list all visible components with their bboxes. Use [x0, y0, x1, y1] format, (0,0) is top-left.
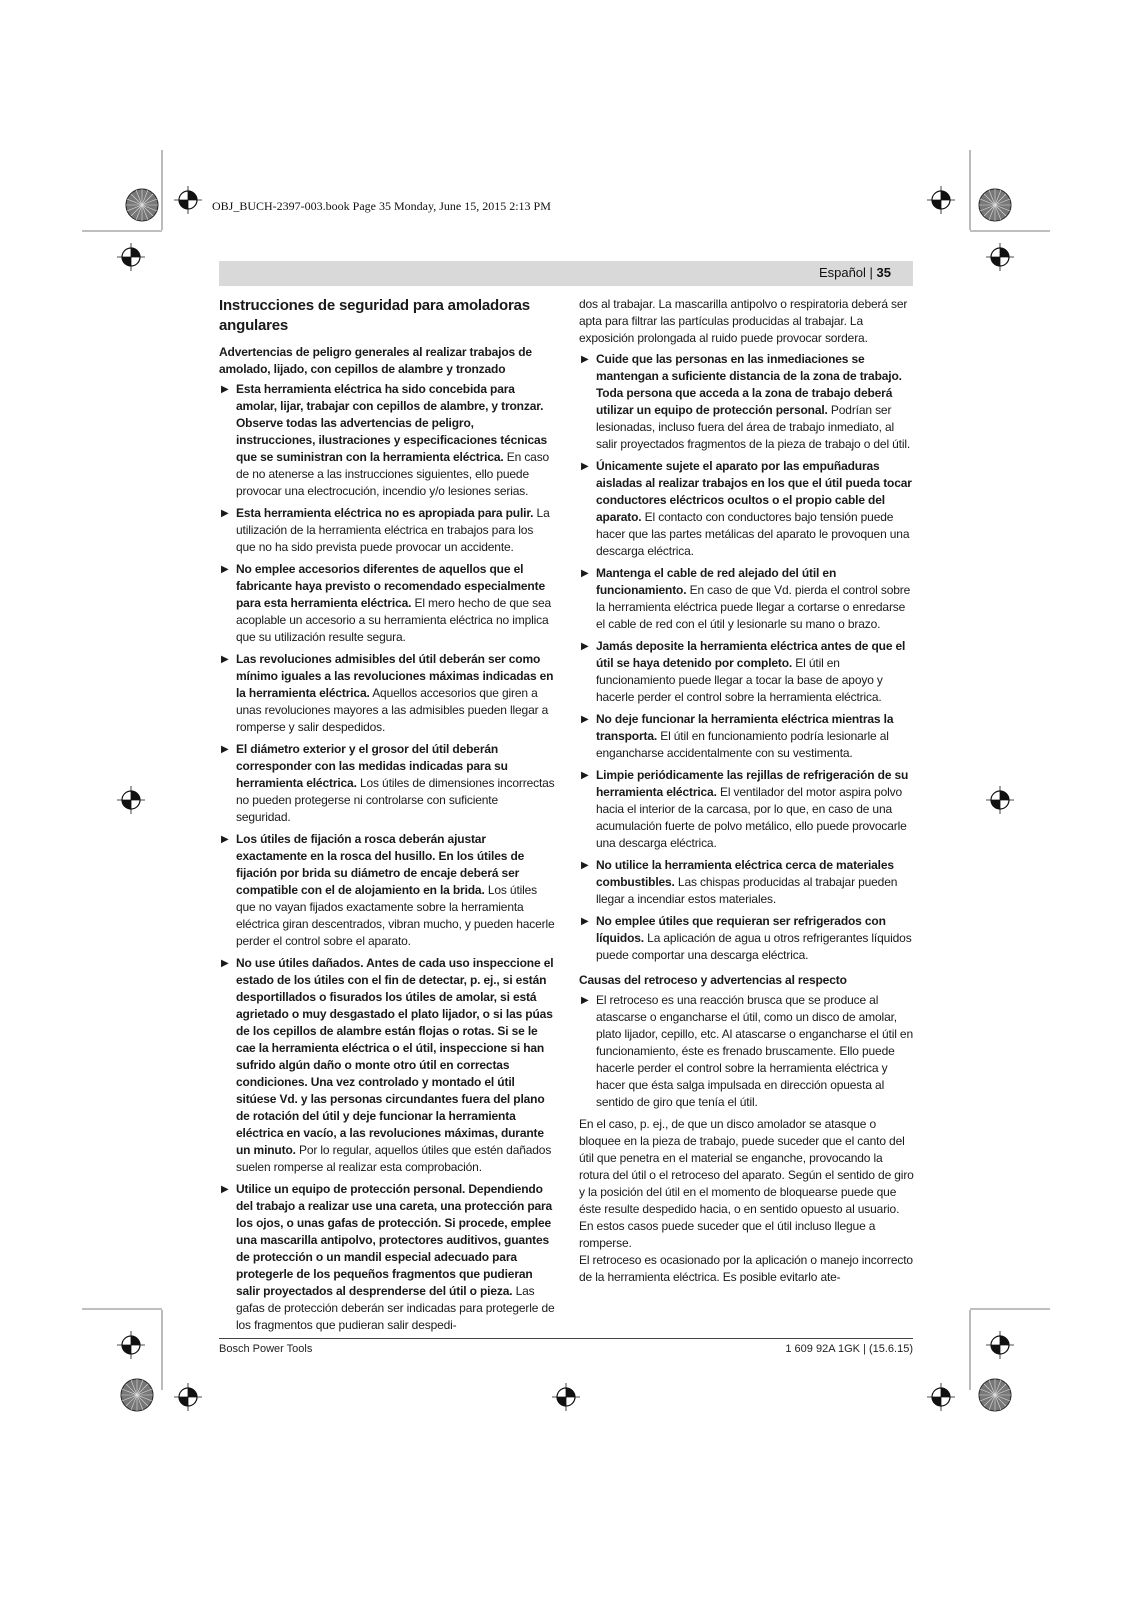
- bullet-arrow-icon: ▶: [581, 461, 589, 472]
- safety-bullet: ▶ Utilice un equipo de protección personal. Dependiendo del trabajo a realizar use una careta, una protección para los ojos, o unas gafas de protección. Si procede, emplee una mascarilla antipolvo, protectores auditivos, guantes de protección o un mandil especial adecuado para protegerle de los pequeños fragmentos que pudieran salir proyectados al desprenderse del útil o pieza. Las gafas de protección deberán ser indicadas para protegerle de los fragmentos que pudieran salir despedi-: [221, 1182, 555, 1332]
- bullet-arrow-icon: ▶: [221, 834, 229, 845]
- section-subtitle: Advertencias de peligro generales al realizar trabajos de amolado, lijado, con cepillos de alambre y tronzado: [219, 345, 532, 376]
- safety-bullet: ▶ El diámetro exterior y el grosor del útil deberán corresponder con las medidas indicadas para su herramienta eléctrica. Los útiles de dimensiones incorrectas no pueden protegerse ni controlarse con suficiente seguridad.: [221, 742, 555, 824]
- header-language: Español: [818, 265, 866, 280]
- bullet-arrow-icon: ▶: [581, 995, 589, 1006]
- bullet-arrow-icon: ▶: [221, 958, 229, 969]
- safety-bullet: ▶ Cuide que las personas en las inmediaciones se mantengan a suficiente distancia de la zona de trabajo. Toda persona que acceda a la zona de trabajo deberá utilizar un equipo de protección personal. Podrían ser lesionadas, incluso fuera del área de trabajo inmediato, al salir proyectados fragmentos de la pieza de trabajo o del útil.: [581, 352, 911, 451]
- footer-rule: [219, 1338, 913, 1339]
- bullet-arrow-icon: ▶: [221, 508, 229, 519]
- footer-brand: Bosch Power Tools: [219, 1343, 313, 1355]
- bullet-arrow-icon: ▶: [581, 770, 589, 781]
- safety-bullet: ▶ Los útiles de fijación a rosca deberán ajustar exactamente en la rosca del husillo. En los útiles de fijación por brida su diámetro de encaje deberá ser compatible con el de alojamiento en la brida. Los útiles que no vayan fijados exactamente sobre la herramienta eléctrica giran descentrados, vibran mucho, y pueden hacerle perder el control sobre el aparato.: [221, 832, 555, 948]
- kickback-paragraph: En el caso, p. ej., de que un disco amolador se atasque o bloquee en la pieza de trabajo, puede suceder que el canto del útil que penetra en el material se enganche, provocando la rotura del útil o el retroceso del aparato. Según el sentido de giro y la posición del útil en el momento de bloquearse puede que éste resulte despedido hacia, o en sentido opuesto al usuario. En estos casos puede suceder que el útil incluso llegue a romperse.: [579, 1117, 914, 1250]
- safety-bullet: ▶ Esta herramienta eléctrica ha sido concebida para amolar, lijar, trabajar con cepillos de alambre, y tronzar. Observe todas las advertencias de peligro, instrucciones, ilustraciones y especificaciones técnicas que se suministran con la herramienta eléctrica. En caso de no atenerse a las instrucciones siguientes, ello puede provocar una electrocución, incendio y/o lesiones serias.: [221, 382, 550, 498]
- safety-bullet: ▶ No emplee útiles que requieran ser refrigerados con líquidos. La aplicación de agua u otros refrigerantes líquidos puede comportar una descarga eléctrica.: [581, 914, 912, 962]
- bullet-arrow-icon: ▶: [221, 744, 229, 755]
- safety-bullet: ▶ No utilice la herramienta eléctrica cerca de materiales combustibles. Las chispas producidas al trabajar pueden llegar a incendiar estos materiales.: [581, 858, 898, 906]
- bullet-arrow-icon: ▶: [221, 1184, 229, 1195]
- bullet-arrow-icon: ▶: [581, 354, 589, 365]
- footer-docnum: 1 609 92A 1GK | (15.6.15): [785, 1343, 913, 1355]
- page-number: 35: [876, 265, 891, 280]
- left-column: [219, 296, 555, 1339]
- bullet-arrow-icon: ▶: [581, 641, 589, 652]
- right-column: [579, 296, 915, 1290]
- page-header: Español | 35: [219, 261, 913, 286]
- kickback-paragraph: El retroceso es ocasionado por la aplicación o manejo incorrecto de la herramienta eléctrica. Es posible evitarlo ate-: [579, 1253, 913, 1284]
- bullet-arrow-icon: ▶: [221, 384, 229, 395]
- safety-bullet: ▶ Las revoluciones admisibles del útil deberán ser como mínimo iguales a las revoluciones máximas indicadas en la herramienta eléctrica. Aquellos accesorios que giren a unas revoluciones mayores a las admisibles pueden llegar a romperse y salir despedidos.: [221, 652, 554, 734]
- section-title: Instrucciones de seguridad para amoladoras angulares: [219, 297, 530, 334]
- continuation-text: dos al trabajar. La mascarilla antipolvo o respiratoria deberá ser apta para filtrar las partículas producidas al trabajar. La exposición prolongada al ruido puede provocar sordera.: [579, 297, 908, 345]
- bullet-arrow-icon: ▶: [581, 714, 589, 725]
- safety-bullet: ▶ Esta herramienta eléctrica no es apropiada para pulir. La utilización de la herramienta eléctrica en trabajos para los que no ha sido prevista puede provocar un accidente.: [221, 506, 550, 554]
- kickback-bullet: ▶ El retroceso es una reacción brusca que se produce al atascarse o engancharse el útil, como un disco de amolar, plato lijador, cepillo, etc. Al atascarse o engancharse el útil en funcionamiento, éste es frenado bruscamente. Ello puede hacerle perder el control sobre la herramienta eléctrica y hacer que ésta salga impulsada en dirección opuesta al sentido de giro que tenía el útil.: [581, 993, 913, 1109]
- safety-bullet: ▶ No emplee accesorios diferentes de aquellos que el fabricante haya previsto o recomendado especialmente para esta herramienta eléctrica. El mero hecho de que sea acoplable un accesorio a su herramienta eléctrica no implica que su utilización resulte segura.: [221, 562, 551, 644]
- safety-bullet: ▶ No deje funcionar la herramienta eléctrica mientras la transporta. El útil en funcionamiento podría lesionarle al engancharse accidentalmente con su vestimenta.: [581, 712, 894, 760]
- bullet-arrow-icon: ▶: [581, 860, 589, 871]
- bullet-arrow-icon: ▶: [221, 654, 229, 665]
- safety-bullet: ▶ Jamás deposite la herramienta eléctrica antes de que el útil se haya detenido por completo. El útil en funcionamiento puede llegar a tocar la base de apoyo y hacerle perder el control sobre la herramienta eléctrica.: [581, 639, 906, 704]
- kickback-title: Causas del retroceso y advertencias al respecto: [579, 973, 847, 987]
- safety-bullet: ▶ No use útiles dañados. Antes de cada uso inspeccione el estado de los útiles con el fin de detectar, p. ej., si están desportillados o fisurados los útiles de amolar, si está agrietado o muy desgastado el plato lijador, o si las púas de los cepillos de alambre están flojas o rotas. Si se le cae la herramienta eléctrica o el útil, inspeccione si han sufrido algún daño o monte otro útil en correctas condiciones. Una vez controlado y montado el útil sitúese Vd. y las personas circundantes fuera del plano de rotación del útil y deje funcionar la herramienta eléctrica en vacío, a las revoluciones máximas, durante un minuto. Por lo regular, aquellos útiles que estén dañados suelen romperse al realizar esta comprobación.: [221, 956, 554, 1174]
- bullet-arrow-icon: ▶: [581, 568, 589, 579]
- bullet-arrow-icon: ▶: [221, 564, 229, 575]
- safety-bullet: ▶ Limpie periódicamente las rejillas de refrigeración de su herramienta eléctrica. El ventilador del motor aspira polvo hacia el interior de la carcasa, por lo que, en caso de una acumulación fuerte de polvo metálico, ello puede provocarle una descarga eléctrica.: [581, 768, 909, 850]
- safety-bullet: ▶ Mantenga el cable de red alejado del útil en funcionamiento. En caso de que Vd. pierda el control sobre la herramienta eléctrica puede llegar a cortarse o enredarse el cable de red con el útil y lesionarle su mano o brazo.: [581, 566, 911, 631]
- bullet-arrow-icon: ▶: [581, 916, 589, 927]
- print-slug: OBJ_BUCH-2397-003.book Page 35 Monday, June 15, 2015 2:13 PM: [212, 199, 551, 213]
- safety-bullet: ▶ Únicamente sujete el aparato por las empuñaduras aisladas al realizar trabajos en los que el útil pueda tocar conductores eléctricos ocultos o el propio cable del aparato. El contacto con conductores bajo tensión puede hacer que las partes metálicas del aparato le provoquen una descarga eléctrica.: [581, 459, 912, 558]
